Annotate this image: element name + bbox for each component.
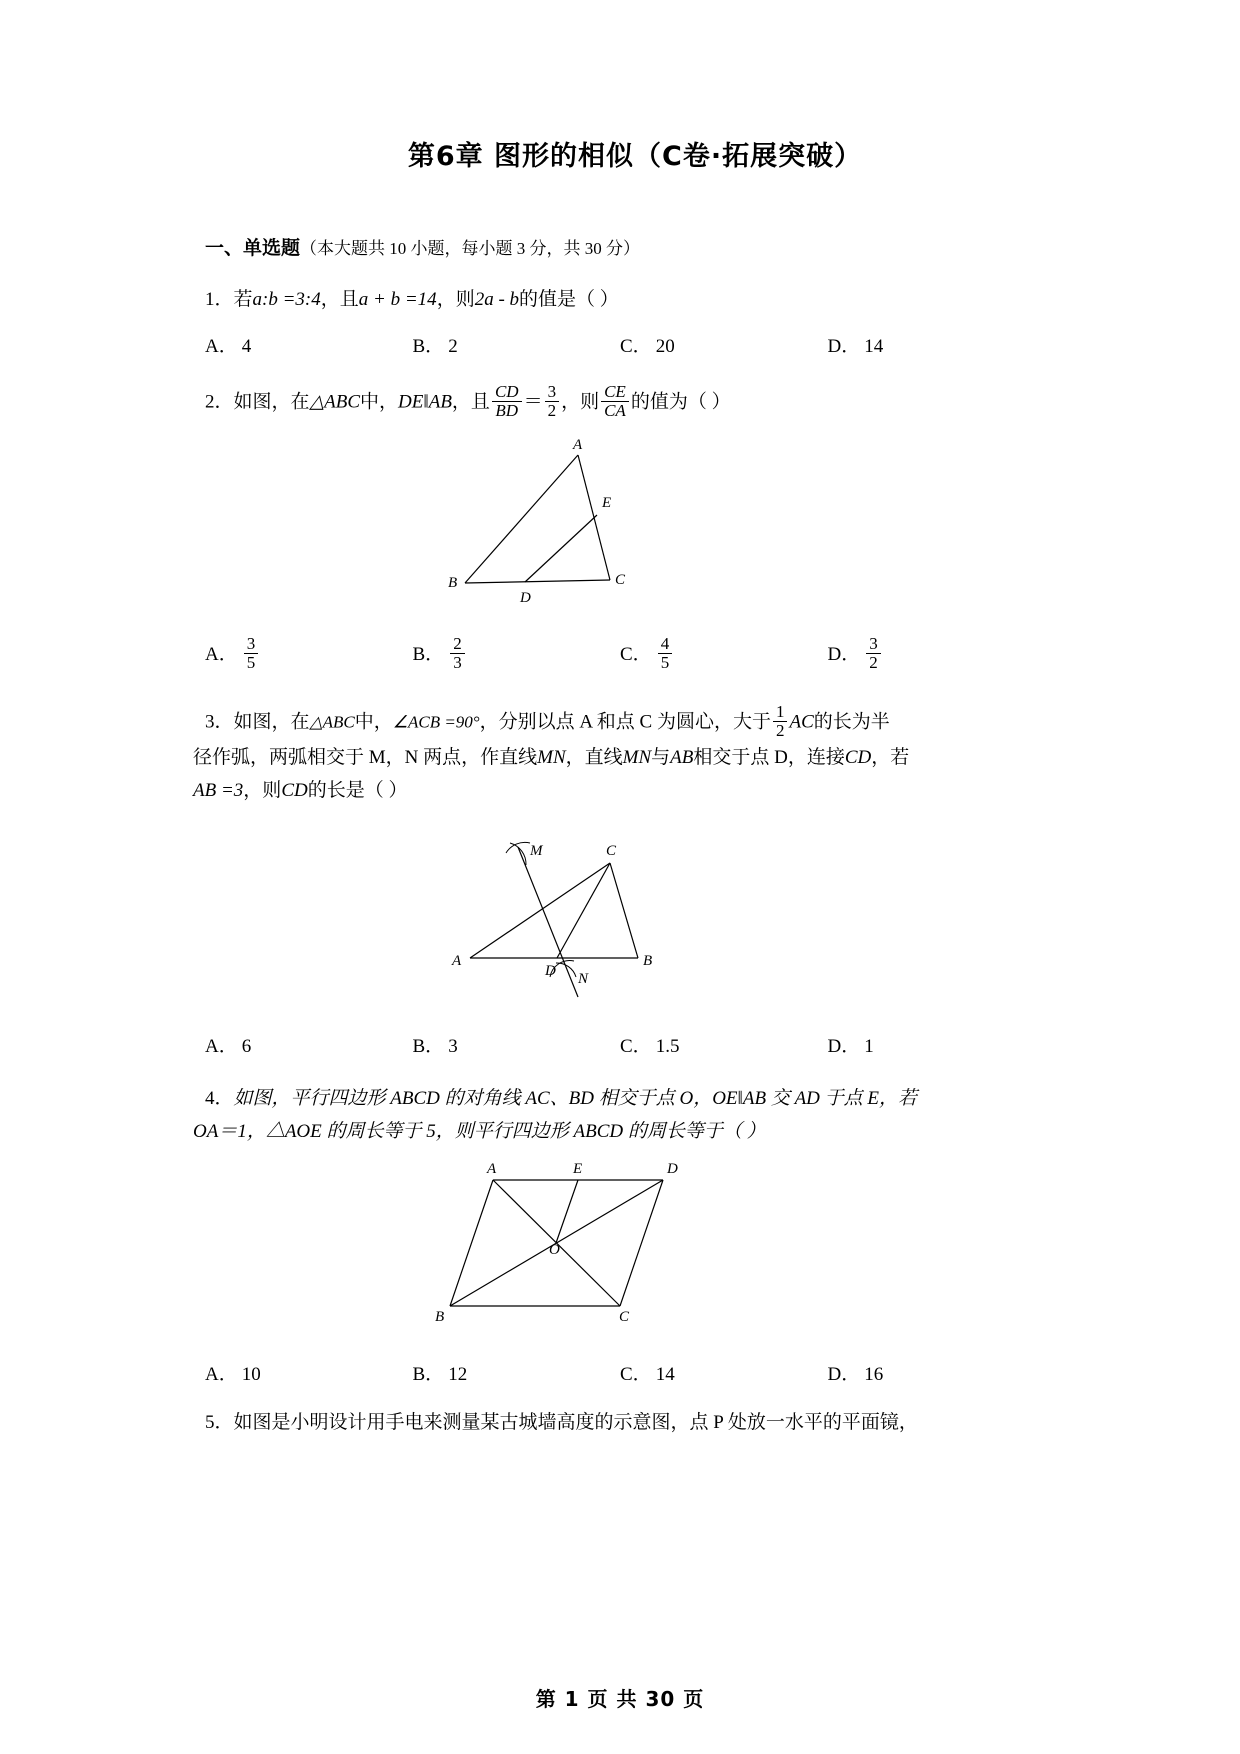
q1-option-a[interactable] — [205, 330, 413, 363]
q2-option-d-fraction — [866, 635, 881, 673]
q3-label-N: N — [578, 971, 589, 987]
q3-option-b-label: B． — [412, 1036, 445, 1058]
q2-label-C: C — [615, 571, 626, 588]
question-3-stem-line-3 — [193, 774, 1035, 807]
q2-text-1: 如图，在 — [233, 391, 310, 413]
question-3-stem-line-2 — [193, 741, 1035, 774]
q4-option-d[interactable] — [828, 1358, 1036, 1391]
q3-option-c-label: C． — [620, 1036, 652, 1058]
q3-text-2: 中， — [354, 711, 393, 733]
q2-frac2-numerator: 3 — [547, 382, 557, 402]
question-2-options — [205, 635, 1035, 673]
q3b-math-1: MN — [537, 746, 566, 768]
q1-option-c-value: 20 — [655, 335, 675, 357]
q3-option-a-label: A． — [205, 1036, 238, 1058]
question-2 — [205, 383, 1035, 673]
q3b-math-4: CD — [844, 746, 872, 768]
q3-math-3: AC — [789, 711, 814, 733]
question-3-stem-line-1 — [205, 703, 1035, 741]
question-4-options — [205, 1358, 1035, 1391]
q3-math-1: △ABC — [309, 712, 355, 732]
q4-option-c-value: 14 — [655, 1364, 675, 1386]
q2-frac3-numerator: CE — [604, 382, 626, 402]
question-4-figure — [205, 1158, 1035, 1344]
q2-option-c-label: C． — [620, 643, 652, 665]
q2-frac2-denominator: 2 — [545, 401, 560, 420]
q2-text-5: 的值为（ ） — [630, 391, 731, 413]
q4-option-b-value: 12 — [448, 1364, 468, 1386]
q4-option-b[interactable] — [413, 1358, 621, 1391]
q3-label-M: M — [530, 843, 543, 859]
q2-option-d-label: D． — [827, 643, 861, 665]
q3-label-B: B — [643, 953, 653, 969]
q3-option-c-value: 1.5 — [655, 1036, 680, 1058]
parallelogram-figure — [405, 1158, 835, 1333]
q2-option-b-fraction — [450, 635, 465, 673]
q2-math-2: DE‖AB — [398, 391, 452, 413]
q2-option-b-den: 3 — [450, 653, 465, 672]
q3b-text-2: ，直线 — [565, 746, 623, 768]
question-4-stem-line-1 — [205, 1082, 1035, 1115]
q2-option-b-label: B． — [412, 643, 445, 665]
q3b-math-2: MN — [622, 746, 652, 768]
q2-option-d[interactable] — [828, 635, 1036, 673]
q2-math-1: △ABC — [309, 391, 361, 413]
q2-text-2: 中， — [360, 391, 399, 413]
q3-option-d[interactable] — [828, 1030, 1036, 1063]
q4-option-b-label: B． — [412, 1364, 445, 1386]
question-5 — [205, 1406, 1035, 1439]
q4-label-A: A — [487, 1161, 497, 1177]
q2-option-c[interactable] — [620, 635, 828, 673]
q4-label-C: C — [619, 1309, 630, 1325]
question-2-number: 2． — [205, 391, 234, 413]
q3b-text-4: 相交于点 D，连接 — [693, 746, 845, 768]
q3-fraction-half — [773, 703, 788, 741]
q4-label-D: D — [667, 1161, 678, 1177]
q4-option-a-label: A． — [205, 1364, 238, 1386]
q3-option-d-label: D． — [827, 1036, 861, 1058]
q2-option-b[interactable] — [413, 635, 621, 673]
question-3-options — [205, 1030, 1035, 1063]
q3b-text-1: 径作弧，两弧相交于 M，N 两点，作直线 — [193, 746, 538, 768]
q3-label-D: D — [545, 963, 556, 979]
q4-option-c[interactable] — [620, 1358, 828, 1391]
question-4-number: 4． — [205, 1087, 234, 1109]
q3c-math-2: CD — [281, 779, 308, 801]
question-5-stem-line-1 — [205, 1406, 1035, 1439]
q3-option-c[interactable] — [620, 1030, 828, 1063]
q1-math-2: a + b =14 — [358, 288, 437, 310]
q2-option-d-num: 3 — [869, 634, 878, 654]
q5-text-1: 如图是小明设计用手电来测量某古城墙高度的示意图，点 P 处放一水平的平面镜， — [233, 1411, 918, 1433]
q2-text-3: ，且 — [451, 391, 490, 413]
q3-option-a[interactable] — [205, 1030, 413, 1063]
question-2-stem — [205, 383, 1035, 421]
q2-option-a-den: 5 — [244, 653, 259, 672]
q2-option-a-fraction — [244, 635, 259, 673]
q4-label-E: E — [573, 1161, 583, 1177]
q4-option-a-value: 10 — [241, 1364, 261, 1386]
q1-math-1: a:b =3:4 — [252, 288, 321, 310]
q1-option-b[interactable] — [413, 330, 621, 363]
page-body — [193, 235, 1035, 1439]
q3-label-A: A — [452, 953, 462, 969]
q4-label-B: B — [435, 1309, 445, 1325]
triangle-abc-figure — [410, 435, 830, 610]
q3-option-d-value: 1 — [864, 1036, 874, 1058]
q2-fraction-cd-bd — [492, 383, 522, 421]
question-3-number: 3． — [205, 711, 234, 733]
q4-option-c-label: C． — [620, 1364, 652, 1386]
q3b-math-3: AB — [670, 746, 694, 768]
page-title: 第6章 图形的相似（C卷·拓展突破） — [407, 141, 863, 172]
section-heading — [205, 235, 1035, 263]
q2-label-B: B — [448, 574, 458, 591]
q3-text-3: ，分别以点 A 和点 C 为圆心，大于 — [479, 711, 771, 733]
triangle-mn-bisector-figure — [410, 825, 830, 1005]
q2-option-a-label: A． — [205, 643, 238, 665]
q3c-text-1: ，则 — [243, 779, 282, 801]
question-5-number: 5． — [205, 1411, 234, 1433]
q3-text-1: 如图，在 — [233, 711, 310, 733]
q4-text-1: 如图，平行四边形 ABCD 的对角线 AC、BD 相交于点 O，OE‖AB 交 AD 于点 E，若 — [233, 1087, 918, 1109]
q1-text-1: 若 — [233, 288, 253, 310]
question-1-number: 1． — [205, 288, 234, 310]
page-footer: 第 1 页 共 30 页 — [535, 1687, 705, 1711]
q3-option-b-value: 3 — [448, 1036, 458, 1058]
q2-label-E: E — [602, 494, 612, 511]
q3b-text-3: 与 — [651, 746, 671, 768]
q3-frac-numerator: 1 — [775, 701, 785, 721]
q2-option-a-num: 3 — [246, 634, 256, 654]
q2-option-c-den: 5 — [658, 653, 673, 672]
question-3-figure — [205, 825, 1035, 1016]
q1-option-a-value: 4 — [241, 335, 252, 357]
q4-option-d-label: D． — [827, 1364, 861, 1386]
q1-text-3: ，则 — [436, 288, 475, 310]
q4-label-O: O — [549, 1242, 560, 1258]
q1-option-a-label: A． — [205, 335, 238, 357]
q3-option-b[interactable] — [413, 1030, 621, 1063]
q2-frac1-denominator: BD — [492, 401, 522, 420]
q1-option-c[interactable] — [620, 330, 828, 363]
q2-label-A: A — [573, 436, 583, 453]
section-label: 一、单选题 — [205, 237, 301, 259]
question-1 — [205, 283, 1035, 364]
q1-option-c-label: C． — [620, 335, 652, 357]
q2-option-a[interactable] — [205, 635, 413, 673]
q1-math-3: 2a - b — [474, 288, 520, 310]
q2-fraction-ce-ca — [601, 383, 629, 421]
q2-frac3-denominator: CA — [601, 401, 629, 420]
q3-label-C: C — [606, 843, 617, 859]
question-1-options — [205, 330, 1035, 363]
q1-option-d-value: 14 — [864, 335, 884, 357]
q1-text-4: 的值是（ ） — [519, 288, 619, 310]
q3-text-4: 的长为半 — [813, 711, 890, 733]
q1-option-d-label: D． — [827, 335, 861, 357]
q4-option-d-value: 16 — [864, 1364, 884, 1386]
question-2-figure — [205, 435, 1035, 621]
q2-label-D: D — [520, 589, 531, 606]
question-1-stem — [205, 283, 1035, 316]
q3b-text-5: ，若 — [871, 746, 910, 768]
q1-option-b-value: 2 — [448, 335, 458, 357]
q1-text-2: ，且 — [320, 288, 359, 310]
question-4-stem-line-2 — [193, 1115, 1035, 1148]
question-3 — [193, 701, 1035, 1064]
q2-option-d-den: 2 — [866, 653, 881, 672]
q3c-text-2: 的长是（ ） — [307, 779, 408, 801]
q4-option-a[interactable] — [205, 1358, 413, 1391]
q3-option-a-value: 6 — [241, 1036, 252, 1058]
q2-text-4: ，则 — [561, 391, 600, 413]
q3-math-2: ∠ACB =90° — [392, 712, 480, 732]
question-4 — [193, 1082, 1035, 1392]
section-note: （本大题共 10 小题，每小题 3 分，共 30 分） — [300, 239, 641, 258]
q4-text-2: OA＝1，△AOE 的周长等于 5，则平行四边形 ABCD 的周长等于（ ） — [193, 1120, 766, 1142]
q3c-math-1: AB =3 — [193, 779, 244, 801]
q2-option-b-num: 2 — [453, 634, 462, 654]
q2-fraction-3-2 — [545, 383, 560, 421]
q2-option-c-num: 4 — [660, 634, 670, 654]
q2-option-c-fraction — [658, 635, 673, 673]
q2-equals: ＝ — [523, 391, 543, 413]
q1-option-b-label: B． — [412, 335, 445, 357]
q3-frac-denominator: 2 — [773, 721, 788, 740]
q1-option-d[interactable] — [828, 330, 1036, 363]
q2-frac1-numerator: CD — [494, 382, 519, 402]
